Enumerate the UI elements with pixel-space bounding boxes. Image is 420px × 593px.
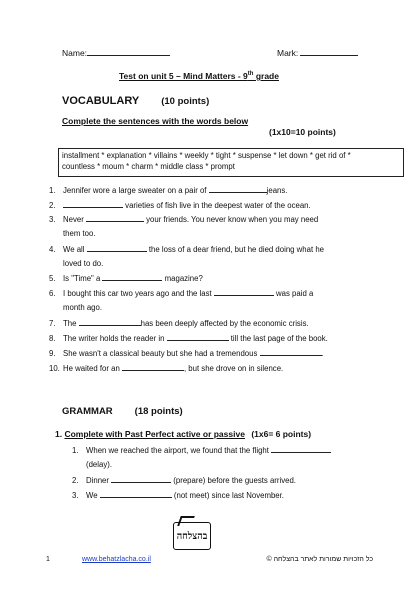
answer-blank[interactable] <box>260 347 322 356</box>
answer-blank[interactable] <box>102 272 162 281</box>
list-item: 5. Is "Time" a magazine? <box>49 274 203 283</box>
list-item: 3. Never your friends. You never know when you may need <box>49 215 319 224</box>
answer-blank[interactable] <box>86 213 144 222</box>
list-item: 7. The has been deeply affected by the economic crisis. <box>49 319 309 328</box>
page-number: 1 <box>46 556 50 563</box>
list-item: 9. She wasn't a classical beauty but she had a tremendous . <box>49 349 324 358</box>
list-item: 1. Jennifer wore a large sweater on a pair of jeans. <box>49 186 288 195</box>
list-item: 4. We all the loss of a dear friend, but he died doing what he <box>49 245 324 254</box>
list-item-continuation: loved to do. <box>63 259 104 268</box>
word-bank <box>58 148 404 177</box>
word-bank-line: countless * moum * charm * middle class * prompt <box>62 161 235 171</box>
answer-blank[interactable] <box>209 184 267 193</box>
vocabulary-subpoints: (1x10=10 points) <box>269 127 336 137</box>
list-item: 8. The writer holds the reader in till the last page of the book. <box>49 334 328 343</box>
list-item-continuation: month ago. <box>63 303 103 312</box>
list-item: 6. I bought this car two years ago and the last was paid a <box>49 289 314 298</box>
footer-link[interactable]: www.behatzlacha.co.il <box>82 556 151 563</box>
answer-blank[interactable] <box>167 332 229 341</box>
list-item: 10. He waited for an , but she drove on in silence. <box>49 364 284 373</box>
answer-blank[interactable] <box>214 287 274 296</box>
word-bank-line: installment * explanation * villains * weekly * tight * suspense * let down * get rid of * <box>62 151 351 160</box>
name-field <box>62 46 170 58</box>
list-item: 1. When we reached the airport, we found that the flight <box>86 444 331 458</box>
list-item-continuation: them too. <box>63 229 96 238</box>
mark-label: Mark: <box>277 48 299 58</box>
list-item: 3. We (not meet) since last November. <box>72 491 284 500</box>
list-item: 2. Dinner (prepare) before the guests arrived. <box>72 476 296 485</box>
behatzlacha-logo: בהצלחה <box>173 522 211 550</box>
mark-line <box>300 46 358 56</box>
answer-blank[interactable] <box>63 199 123 208</box>
mark-field <box>277 46 358 58</box>
name-line <box>87 46 170 56</box>
list-item: 2. varieties of fish live in the deepest water of the ocean. <box>49 201 311 210</box>
grammar-heading: GRAMMAR (18 points) <box>62 406 183 417</box>
answer-blank[interactable] <box>122 362 184 371</box>
footer-copyright: כל הזכויות שמורות לאתר בהצלחה © <box>266 556 373 563</box>
vocabulary-instruction: Complete the sentences with the words below <box>62 116 249 126</box>
grammar-instruction: 1. Complete with Past Perfect active or passive (1x6= 6 points) <box>55 429 312 439</box>
vocabulary-heading: VOCABULARY (10 points) <box>62 95 210 107</box>
answer-blank[interactable] <box>87 243 147 252</box>
answer-blank[interactable] <box>100 489 172 498</box>
answer-blank[interactable] <box>271 444 331 453</box>
list-item-continuation: (delay). <box>86 460 112 469</box>
page-title: Test on unit 5 – Mind Matters - 9th grade <box>119 71 279 81</box>
name-label: Name: <box>62 48 88 58</box>
answer-blank[interactable] <box>111 474 171 483</box>
answer-blank[interactable] <box>79 317 141 326</box>
